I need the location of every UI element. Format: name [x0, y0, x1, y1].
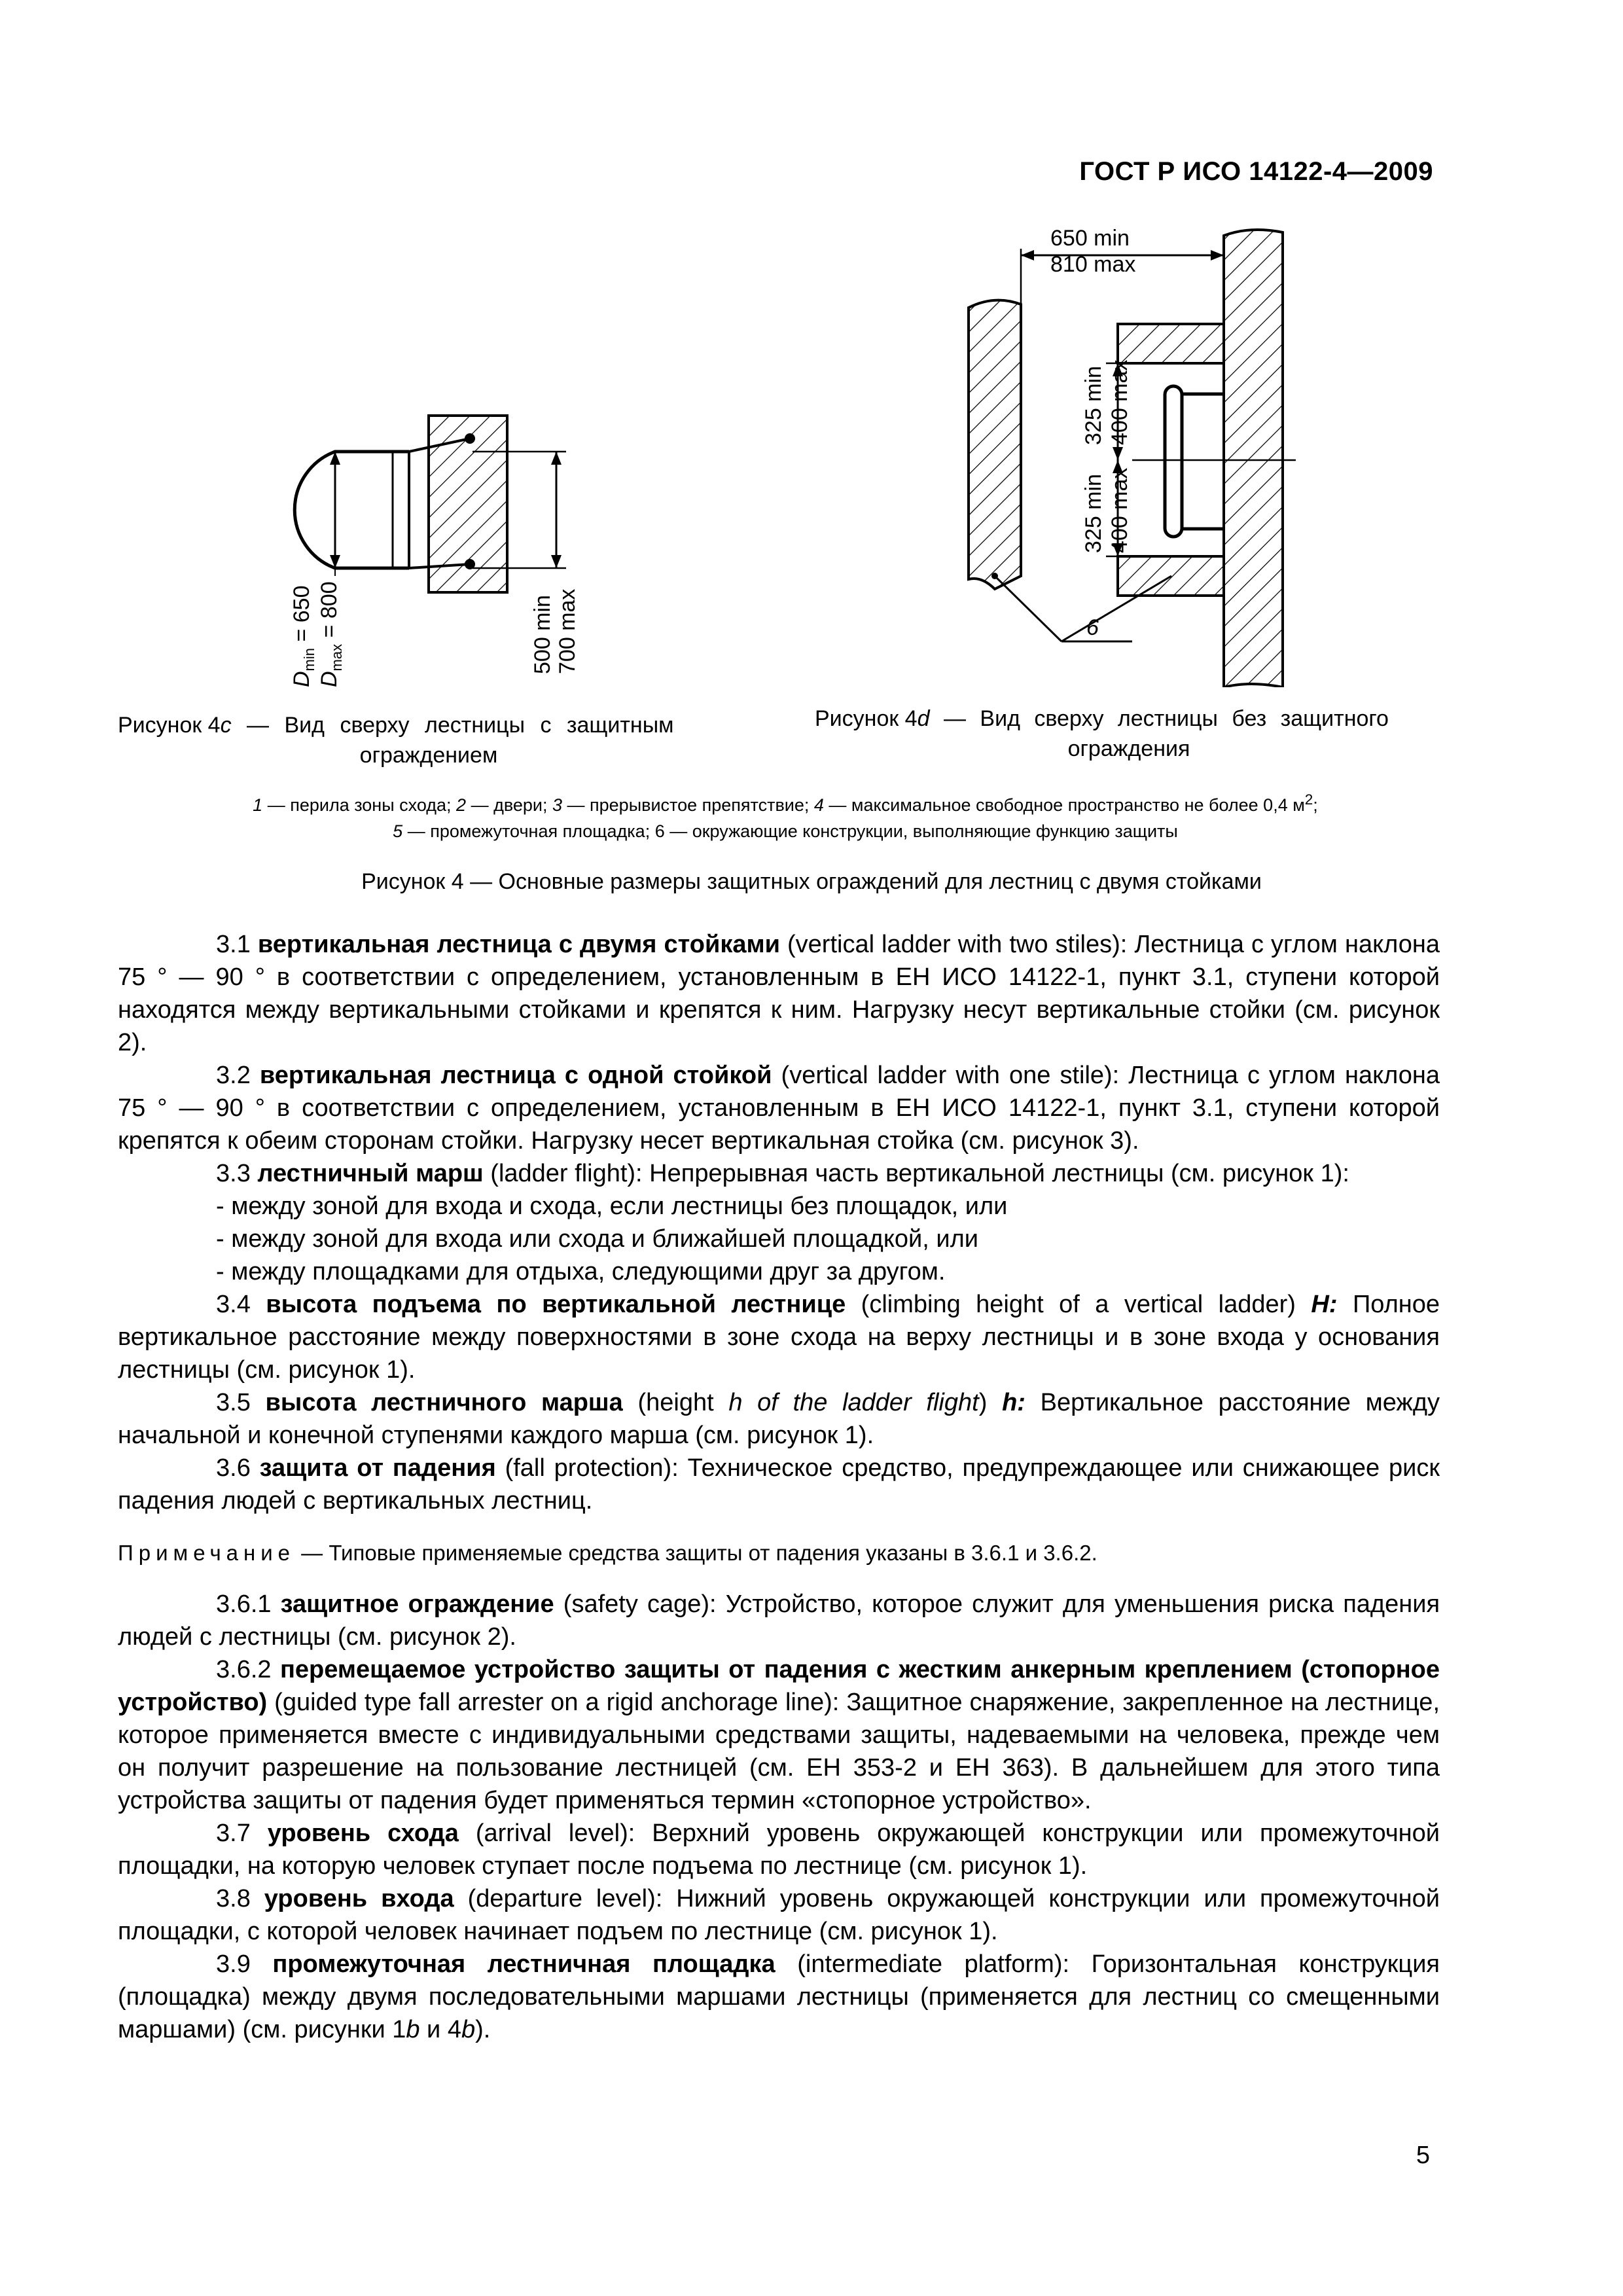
note: Примечание — Типовые применяемые средства защиты от падения указаны в 3.6.1 и 3.6.2.	[118, 1541, 1097, 1565]
dim-400max-upper: 400 max	[1107, 359, 1132, 445]
dim-500min-label: 500 min	[530, 595, 555, 674]
clause-3-3-item-3: - между площадками для отдыха, следующими друг за другом.	[216, 1258, 946, 1285]
dim-dmax-label: $D_{max} = 800$	[317, 581, 345, 687]
clause-3-6-2: 3.6.2 перемещаемое устройство защиты от падения с жестким анкерным креплением (стопорное устройство) (guided type fall arrester on a rigid anchorage line): Защитное снаряжение, закрепленное на лестнице, которое применяется вместе с индивидуальными средствами защиты, надеваемыми на человека, прежде чем он получит разрешение на пользование лестницей (см. ЕН 353-2 и ЕН 363). В дальнейшем для этого типа устройства защиты от падения будет применяться термин «стопорное устройство».	[118, 1656, 1440, 1814]
clause-3-6-1: 3.6.1 защитное ограждение (safety cage): Устройство, которое служит для уменьшения риска падения людей с лестницы (см. рисунок 2).	[118, 1590, 1440, 1651]
dim-400max-lower: 400 max	[1107, 467, 1132, 553]
figure-4c-caption-line1: Рисунок 4c — Вид сверху лестницы с защитным	[118, 713, 674, 738]
figure-4d-caption	[815, 704, 1443, 764]
figure-4c-caption	[118, 710, 740, 770]
standard-header: ГОСТ Р ИСО 14122-4—2009	[1079, 157, 1433, 186]
figure-title: Рисунок 4 — Основные размеры защитных ограждений для лестниц с двумя стойками	[361, 869, 1262, 894]
callout-6: 6	[1086, 615, 1099, 640]
dim-dmin-label: $D_{min} = 650$	[289, 585, 317, 687]
clause-3-6: 3.6 защита от падения (fall protection): Техническое средство, предупреждающее или снижающее риск падения людей с вертикальных лестниц.	[118, 1454, 1440, 1515]
dim-325min-upper: 325 min	[1081, 366, 1106, 445]
figure-4d-caption-line2: ограждения	[1067, 736, 1190, 761]
clause-3-3-item-1: - между зоной для входа и схода, если лестницы без площадок, или	[216, 1193, 1008, 1220]
dim-650min-label: 650 min	[1050, 226, 1130, 251]
document-body	[118, 928, 1440, 2046]
clause-3-3: 3.3 лестничный марш (ladder flight): Непрерывная часть вертикальной лестницы (см. рисунок 1):	[216, 1160, 1349, 1187]
dim-810max-label: 810 max	[1050, 252, 1136, 277]
figure-legend: 1 — перила зоны схода; 2 — двери; 3 — прерывистое препятствие; 4 — максимальное свободное пространство не более 0,4 $м^2$; 5 — промежуточная площадка; 6 — окружающие конструкции, выполняющие функцию защиты	[253, 791, 1318, 841]
clause-3-3-item-2: - между зоной для входа или схода и ближайшей площадкой, или	[216, 1225, 979, 1253]
figure-4c-caption-line2: ограждением	[359, 743, 498, 768]
dim-325min-lower: 325 min	[1081, 474, 1106, 553]
clause-3-9: 3.9 промежуточная лестничная площадка (intermediate platform): Горизонтальная конструкция (площадка) между двумя последовательными маршами лестницы (применяется для лестниц со смещенными маршами) (см. рисунки 1b и 4b).	[118, 1950, 1440, 2043]
figure-4d-caption-line1: Рисунок 4d — Вид сверху лестницы без защитного	[815, 706, 1389, 731]
page-number: 5	[1416, 2142, 1430, 2169]
dim-700max-label: 700 max	[555, 588, 580, 674]
clause-3-2: 3.2 вертикальная лестница с одной стойкой (vertical ladder with one stile): Лестница с углом наклона 75 ° — 90 ° в соответствии с определением, установленным в ЕН ИСО 14122-1, пункт 3.1, ступени которой крепятся к обеим сторонам стойки. Нагрузку несет вертикальная стойка (см. рисунок 3).	[118, 1062, 1440, 1155]
figure-4d-drawing	[955, 223, 1322, 687]
clause-3-7: 3.7 уровень схода (arrival level): Верхний уровень окружающей конструкции или промежуточной площадки, на которую человек ступает после подъема по лестнице (см. рисунок 1).	[118, 1820, 1440, 1880]
clause-3-1: 3.1 вертикальная лестница с двумя стойками (vertical ladder with two stiles): Лестница с углом наклона 75 ° — 90 ° в соответствии с определением, установленным в ЕН ИСО 14122-1, пункт 3.1, ступени которой находятся между вертикальными стойками и крепятся к ним. Нагрузку несут вертикальные стойки (см. рисунок 2).	[118, 931, 1440, 1056]
clause-3-5: 3.5 высота лестничного марша (height h of the ladder flight) h: Вертикальное расстояние между начальной и конечной ступенями каждого марша (см. рисунок 1).	[118, 1389, 1440, 1449]
clause-3-4: 3.4 высота подъема по вертикальной лестнице (climbing height of a vertical ladder) H: Полное вертикальное расстояние между поверхностями в зоне схода на верху лестницы и в зоне входа у основания лестницы (см. рисунок 1).	[118, 1291, 1440, 1384]
figure-4c-drawing	[262, 399, 602, 687]
clause-3-8: 3.8 уровень входа (departure level): Нижний уровень окружающей конструкции или промежуточной площадки, с которой человек начинает подъем по лестнице (см. рисунок 1).	[118, 1885, 1440, 1945]
